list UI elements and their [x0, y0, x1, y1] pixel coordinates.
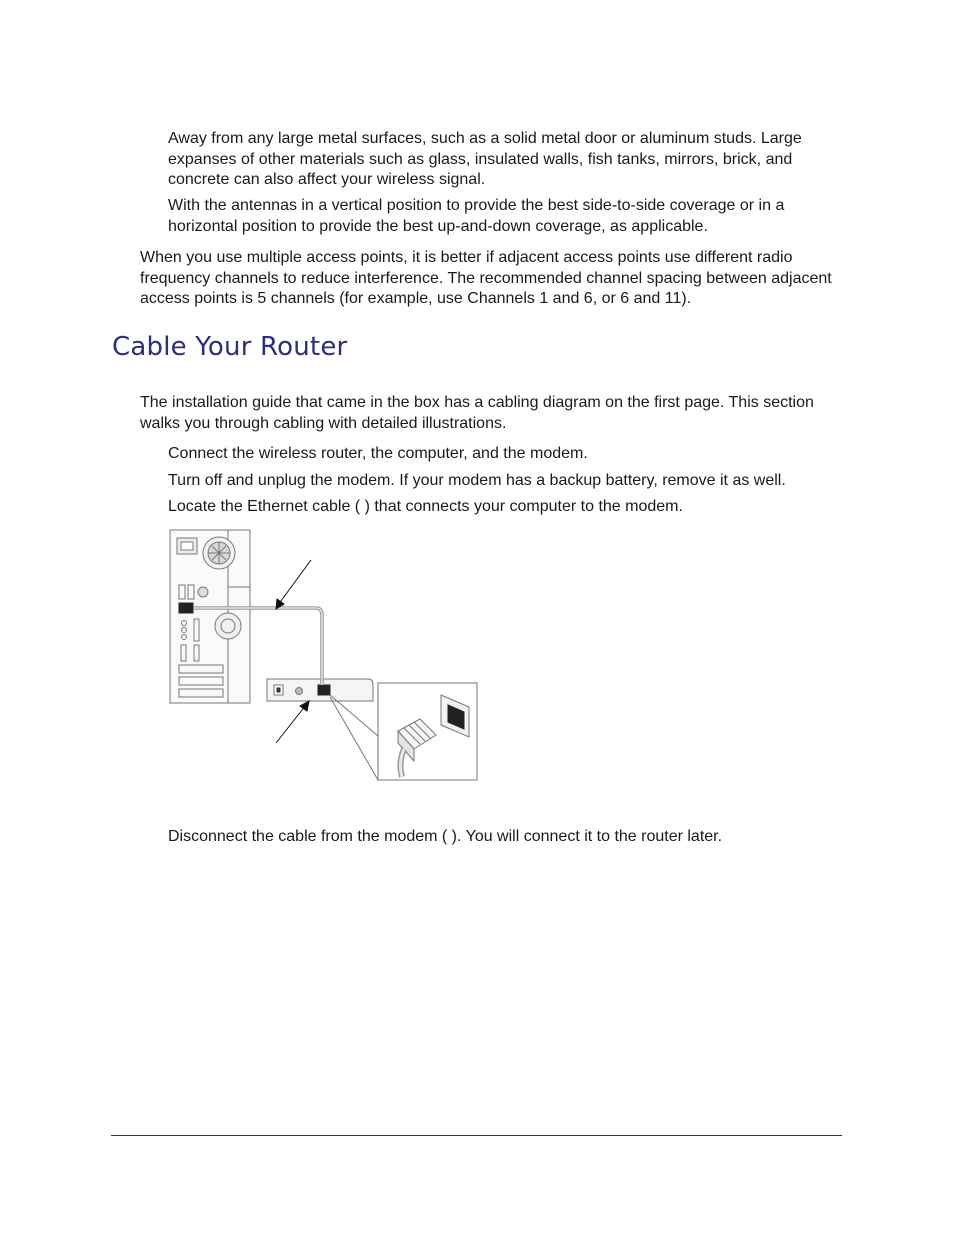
multiple-access-points-paragraph: When you use multiple access points, it is better if adjacent access points use different radio frequency channels to reduce interference. The recommended channel spacing between adjacent access points is 5 channels (for example, use Channels 1 and 6, or 6 and 11).	[140, 249, 832, 307]
step-disconnect-cable: Disconnect the cable from the modem ( ). You will connect it to the router later.	[168, 828, 723, 845]
step-unplug-modem: Turn off and unplug the modem. If your modem has a backup battery, remove it as well.	[168, 472, 786, 489]
step-locate-cable: Locate the Ethernet cable ( ) that connects your computer to the modem.	[168, 498, 683, 515]
placement-bullet-antennas: With the antennas in a vertical position to provide the best side-to-side coverage or in a horizontal position to provide the best up-and-down coverage, as applicable.	[168, 197, 785, 235]
cabling-illustration	[166, 527, 482, 785]
footer-rule	[111, 1135, 842, 1136]
pointer-arrows	[276, 560, 311, 743]
placement-bullet-metal: Away from any large metal surfaces, such as a solid metal door or aluminum studs. Large expanses of other materials such as glass, insulated walls, fish tanks, mirrors, brick, and concrete can also affect your wireless signal.	[168, 130, 802, 188]
section-heading: Cable Your Router	[112, 332, 348, 362]
computer-tower-illustration	[170, 530, 250, 703]
step-connect: Connect the wireless router, the computer, and the modem.	[168, 445, 588, 462]
modem-illustration	[267, 679, 373, 701]
section-intro: The installation guide that came in the box has a cabling diagram on the first page. This section walks you through cabling with detailed illustrations.	[140, 394, 814, 432]
